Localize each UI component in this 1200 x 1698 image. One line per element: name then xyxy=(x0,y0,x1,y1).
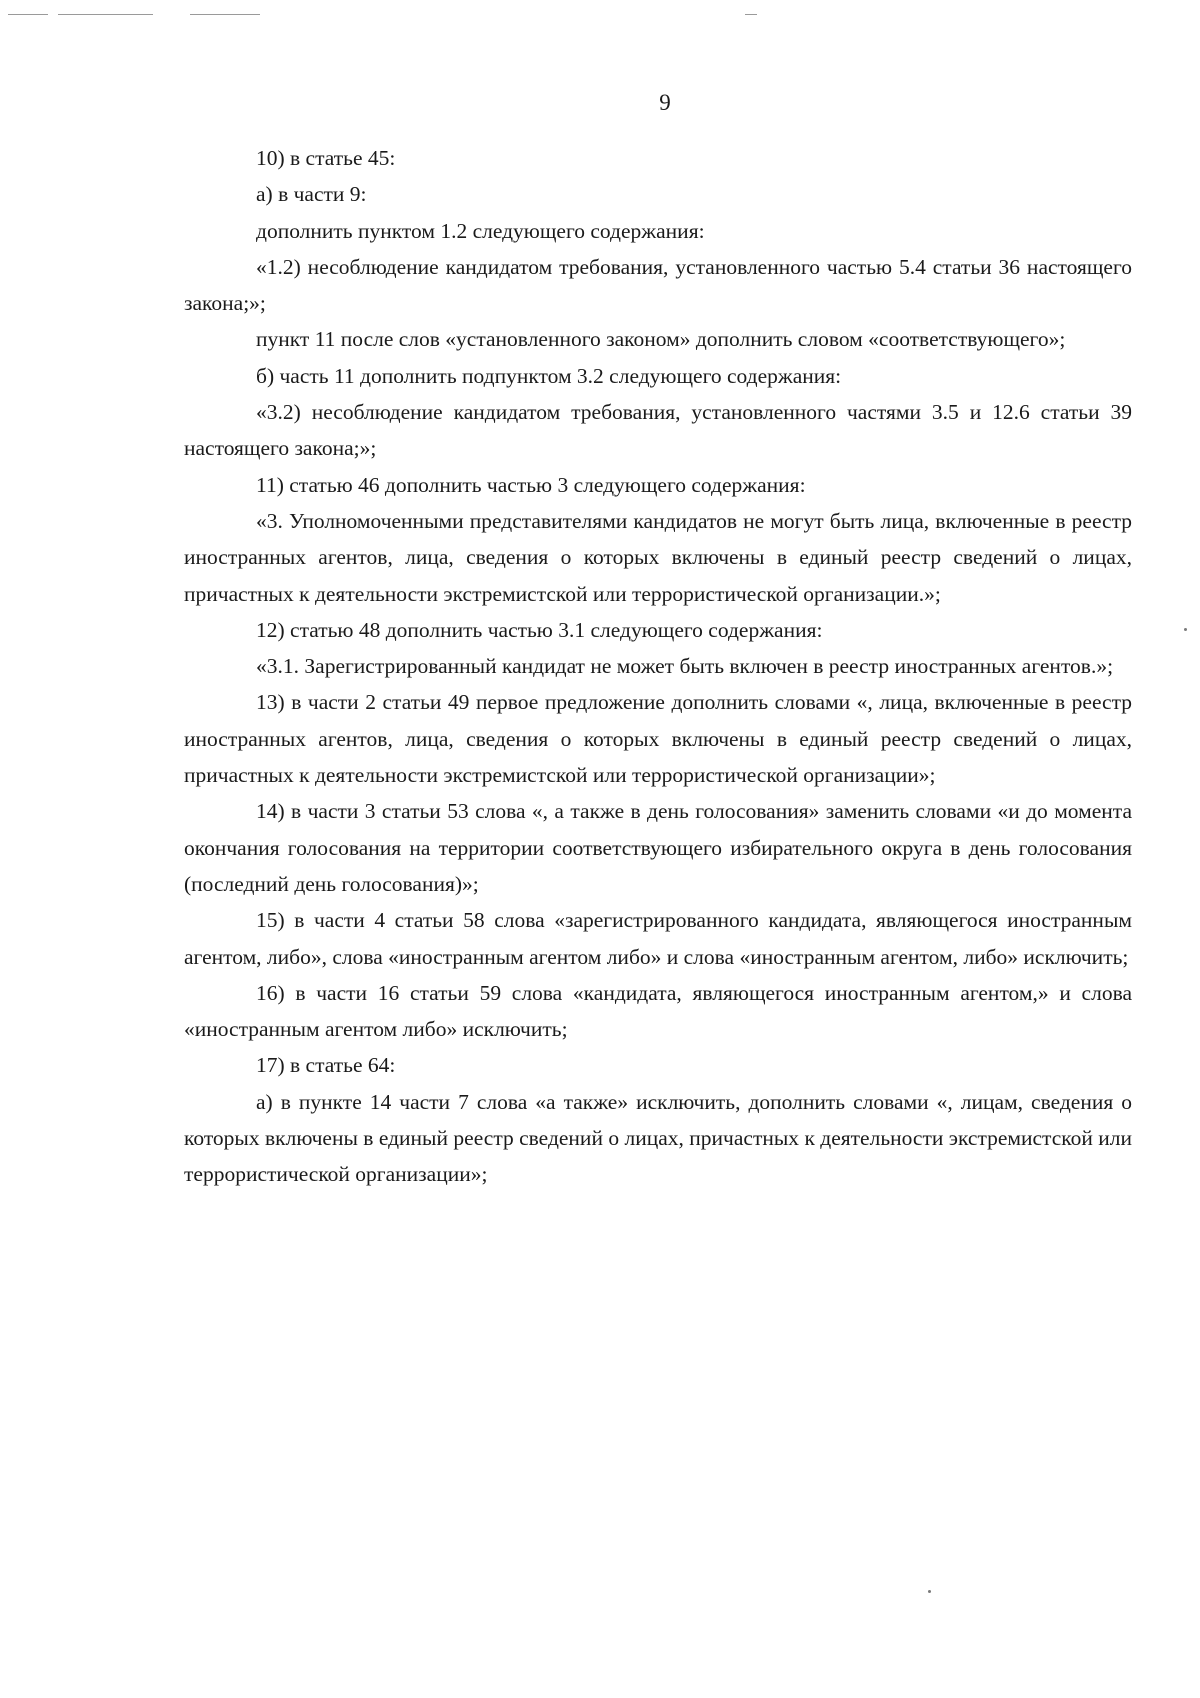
paragraph-12: 13) в части 2 статьи 49 первое предложение дополнить словами «, лица, включенные в реестр иностранных агентов, лица, сведения о которых включены в единый реестр сведений о лицах, причастных к деятельности экстремистской или террористической организации»; xyxy=(184,690,1132,788)
scan-artifact-line xyxy=(190,14,260,15)
paragraph-2: а) в части 9: xyxy=(256,182,367,207)
paragraph-3: дополнить пунктом 1.2 следующего содержания: xyxy=(256,218,705,243)
paragraph-7: «3.2) несоблюдение кандидатом требования, установленного частями 3.5 и 12.6 статьи 39 настоящего закона;»; xyxy=(184,400,1132,461)
paragraph-4: «1.2) несоблюдение кандидатом требования, установленного частью 5.4 статьи 36 настоящего закона;»; xyxy=(184,254,1132,316)
document-body xyxy=(184,140,1132,1193)
scan-artifact-line xyxy=(8,14,48,15)
paragraph-9: «3. Уполномоченными представителями кандидатов не могут быть лица, включенные в реестр иностранных агентов, лица, сведения о которых включены в единый реестр сведений о лицах, причастных к деятельности экстремистской или террористической организации.»; xyxy=(184,508,1132,606)
paragraph-1: 10) в статье 45: xyxy=(256,146,396,170)
scan-artifact-line xyxy=(745,14,757,15)
paragraph-14: 15) в части 4 статьи 58 слова «зарегистрированного кандидата, являющегося иностранным агентом, либо», слова «иностранным агентом либо» и слова «иностранным агентом, либо» исключить; xyxy=(184,908,1132,969)
paragraph-17: а) в пункте 14 части 7 слова «а также» исключить, дополнить словами «, лицам, сведения о которых включены в единый реестр сведений о лицах, причастных к деятельности экстремистской или террористической организации»; xyxy=(184,1089,1132,1187)
paragraph-10: 12) статью 48 дополнить частью 3.1 следующего содержания: xyxy=(256,617,823,642)
paragraph-15: 16) в части 16 статьи 59 слова «кандидата, являющегося иностранным агентом,» и слова «иностранным агентом либо» исключить; xyxy=(184,980,1132,1042)
paragraph-16: 17) в статье 64: xyxy=(256,1053,396,1078)
paragraph-8: 11) статью 46 дополнить частью 3 следующего содержания: xyxy=(256,472,806,497)
page-number: 9 xyxy=(659,90,671,115)
paragraph-6: б) часть 11 дополнить подпунктом 3.2 следующего содержания: xyxy=(256,363,842,388)
paragraph-13: 14) в части 3 статьи 53 слова «, а также в день голосования» заменить словами «и до момента окончания голосования на территории соответствующего избирательного округа в день голосования (последний день голосования)»; xyxy=(184,799,1132,896)
scan-speck xyxy=(1184,628,1187,631)
paragraph-11: «3.1. Зарегистрированный кандидат не может быть включен в реестр иностранных агентов.»; xyxy=(256,654,1114,679)
scan-speck xyxy=(928,1590,931,1593)
scan-artifact-line xyxy=(58,14,153,15)
paragraph-5: пункт 11 после слов «установленного законом» дополнить словом «соответствующего»; xyxy=(256,327,1066,352)
